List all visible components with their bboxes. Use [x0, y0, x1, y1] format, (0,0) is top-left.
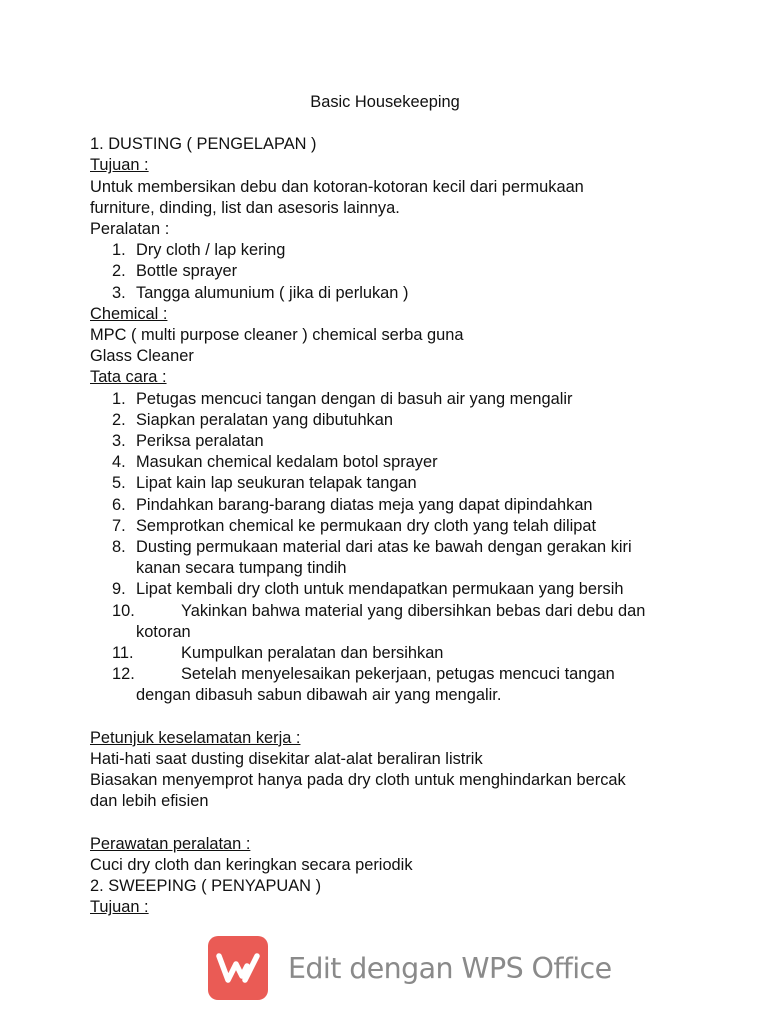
- section-2-tujuan-label: Tujuan :: [90, 898, 149, 917]
- chemical-label: Chemical :: [90, 304, 168, 323]
- edit-with-wps-label[interactable]: Edit dengan WPS Office: [288, 951, 612, 985]
- perawatan-label: Perawatan peralatan :: [90, 834, 251, 853]
- chemical-line-2: Glass Cleaner: [90, 347, 194, 366]
- list-item: 6. Pindahkan barang-barang diatas meja yang dapat dipindahkan: [112, 495, 593, 514]
- list-item: 1. Petugas mencuci tangan dengan di basuh air yang mengalir: [112, 389, 573, 408]
- wps-logo-icon[interactable]: [208, 936, 268, 1000]
- list-item: 3. Periksa peralatan: [112, 432, 264, 451]
- list-item: 9. Lipat kembali dry cloth untuk mendapatkan permukaan yang bersih: [112, 580, 624, 599]
- list-item: 2. Siapkan peralatan yang dibutuhkan: [112, 410, 393, 429]
- keselamatan-label: Petunjuk keselamatan kerja :: [90, 728, 301, 747]
- section-2-heading: 2. SWEEPING ( PENYAPUAN ): [90, 877, 322, 896]
- list-item: 11. Kumpulkan peralatan dan bersihkan: [112, 644, 444, 663]
- list-item: 7. Semprotkan chemical ke permukaan dry cloth yang telah dilipat: [112, 516, 597, 535]
- wps-edit-banner[interactable]: [208, 936, 612, 1000]
- tata-cara-label: Tata cara :: [90, 368, 167, 387]
- perawatan-line-1: Cuci dry cloth dan keringkan secara periodik: [90, 856, 413, 875]
- list-item: 10. Yakinkan bahwa material yang dibersihkan bebas dari debu dan kotoran: [112, 601, 646, 641]
- section-1-heading: 1. DUSTING ( PENGELAPAN ): [90, 135, 317, 154]
- keselamatan-line-2: Biasakan menyemprot hanya pada dry cloth untuk menghindarkan bercak: [90, 771, 626, 790]
- tujuan-text-line-2: furniture, dinding, list dan asesoris lainnya.: [90, 198, 400, 217]
- list-item: 12. Setelah menyelesaikan pekerjaan, petugas mencuci tangan dengan dibasuh sabun dibawah air yang mengalir.: [112, 665, 615, 705]
- peralatan-list: [90, 240, 690, 304]
- document-title: Basic Housekeeping: [310, 93, 460, 111]
- tata-cara-list: [90, 389, 690, 707]
- keselamatan-line-1: Hati-hati saat dusting disekitar alat-alat beraliran listrik: [90, 750, 483, 769]
- list-item: 4. Masukan chemical kedalam botol sprayer: [112, 453, 438, 472]
- list-item: 8. Dusting permukaan material dari atas ke bawah dengan gerakan kiri kanan secara tumpang tindih: [112, 538, 632, 578]
- list-item: 2. Bottle sprayer: [112, 262, 238, 281]
- document-page: [90, 92, 690, 919]
- list-item: 1. Dry cloth / lap kering: [112, 241, 286, 260]
- peralatan-label: Peralatan :: [90, 220, 170, 239]
- chemical-line-1: MPC ( multi purpose cleaner ) chemical serba guna: [90, 326, 464, 345]
- tujuan-text-line-1: Untuk membersikan debu dan kotoran-kotoran kecil dari permukaan: [90, 177, 584, 196]
- list-item: 5. Lipat kain lap seukuran telapak tangan: [112, 474, 417, 493]
- list-item: 3. Tangga alumunium ( jika di perlukan ): [112, 283, 409, 302]
- tujuan-label: Tujuan :: [90, 156, 149, 175]
- keselamatan-line-3: dan lebih efisien: [90, 792, 209, 811]
